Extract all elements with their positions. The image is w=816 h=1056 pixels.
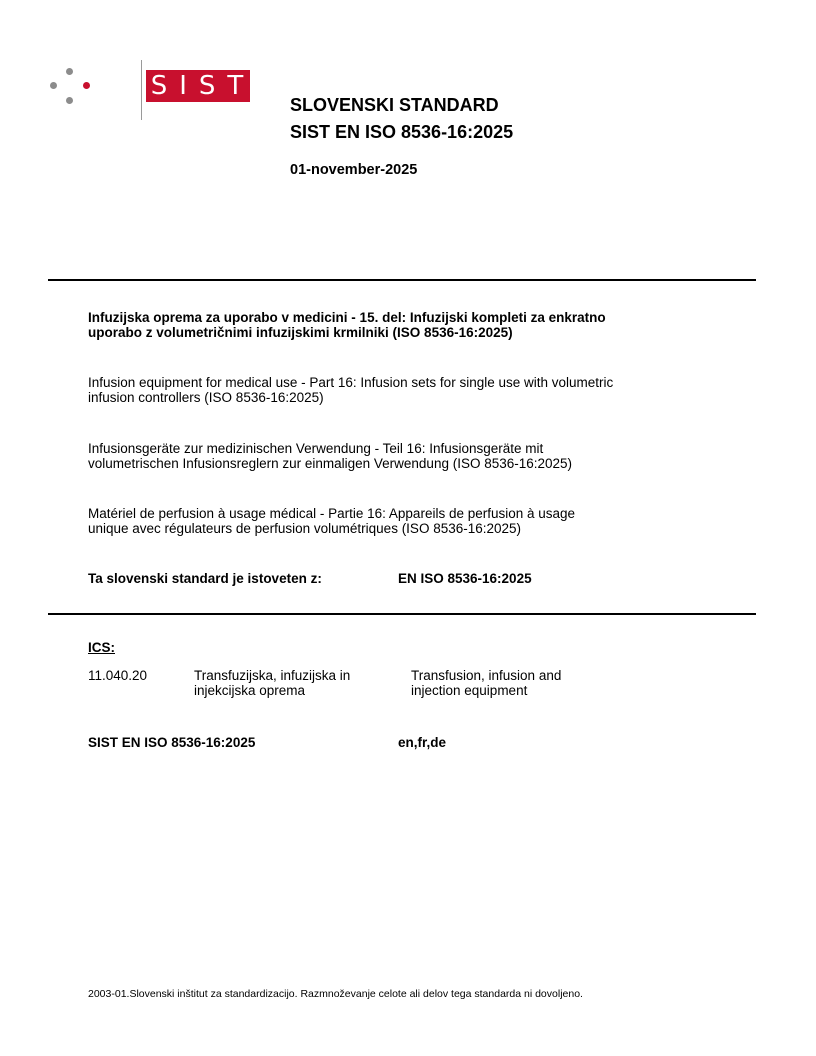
- logo-dot-left: [50, 82, 57, 89]
- summary-languages: en,fr,de: [398, 735, 447, 750]
- logo-dot-right: [83, 82, 90, 89]
- logo-dot-top: [66, 68, 73, 75]
- sist-logo: [46, 60, 256, 120]
- ics-description-sl: [194, 668, 394, 698]
- ics-code: 11.040.20: [88, 668, 148, 683]
- ics-description-en: [411, 668, 631, 698]
- title-slovenian: [88, 310, 748, 340]
- title-german-line2: volumetrischen Infusionsreglern zur einmaligen Verwendung (ISO 8536-16:2025): [88, 456, 573, 471]
- logo-divider: [141, 60, 142, 120]
- title-german: [88, 441, 748, 471]
- title-slovenian-line2: uporabo z volumetričnimi infuzijskimi krmilniki (ISO 8536-16:2025): [88, 325, 513, 340]
- header-standard-number: SIST EN ISO 8536-16:2025: [290, 122, 514, 142]
- title-english: [88, 375, 748, 405]
- title-english-line1: Infusion equipment for medical use - Part 16: Infusion sets for single use with volumetric: [88, 375, 614, 390]
- summary-standard: SIST EN ISO 8536-16:2025: [88, 735, 256, 750]
- title-french-line1: Matériel de perfusion à usage médical - Partie 16: Appareils de perfusion à usage: [88, 506, 576, 521]
- ics-en-line1: Transfusion, infusion and: [411, 668, 562, 683]
- logo-dot-bottom: [66, 97, 73, 104]
- ics-label: ICS:: [88, 640, 115, 655]
- identical-value: EN ISO 8536-16:2025: [398, 571, 532, 586]
- middle-rule: [48, 613, 756, 615]
- ics-sl-line1: Transfuzijska, infuzijska in: [194, 668, 351, 683]
- header-date: 01-november-2025: [290, 162, 418, 178]
- ics-en-line2: injection equipment: [411, 683, 528, 698]
- title-german-line1: Infusionsgeräte zur medizinischen Verwendung - Teil 16: Infusionsgeräte mit: [88, 441, 544, 456]
- identical-label: Ta slovenski standard je istoveten z:: [88, 571, 322, 586]
- top-rule: [48, 279, 756, 281]
- logo-text-box: [146, 70, 256, 102]
- footer-copyright: 2003-01.Slovenski inštitut za standardizacijo. Razmnoževanje celote ali delov tega standarda ni dovoljeno.: [88, 988, 583, 1000]
- ics-sl-line2: injekcijska oprema: [194, 683, 306, 698]
- logo-text: SIST: [150, 71, 256, 101]
- title-slovenian-line1: Infuzijska oprema za uporabo v medicini - 15. del: Infuzijski kompleti za enkratno: [88, 310, 606, 325]
- title-french: [88, 506, 748, 536]
- header-slovenski-standard: SLOVENSKI STANDARD: [290, 95, 499, 115]
- title-french-line2: unique avec régulateurs de perfusion volumétriques (ISO 8536-16:2025): [88, 521, 522, 536]
- title-english-line2: infusion controllers (ISO 8536-16:2025): [88, 390, 324, 405]
